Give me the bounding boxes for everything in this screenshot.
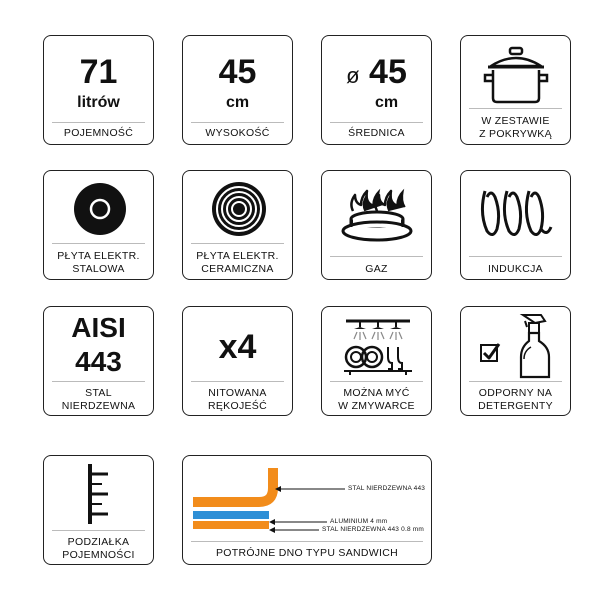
spray-bottle-icon bbox=[517, 311, 557, 381]
divider bbox=[330, 381, 423, 382]
detergent-caption-line2: DETERGENTY bbox=[478, 400, 553, 412]
label-aluminium: ALUMINIUM 4 mm bbox=[330, 518, 388, 525]
gas-tile bbox=[321, 170, 432, 280]
height-unit: cm bbox=[225, 94, 250, 111]
divider bbox=[52, 381, 145, 382]
divider bbox=[469, 108, 562, 109]
induction-coil-icon bbox=[479, 183, 555, 243]
measuring-scale-icon bbox=[84, 462, 114, 526]
capacity-value: 71 bbox=[79, 53, 118, 91]
rivets-caption-line2: RĘKOJEŚĆ bbox=[208, 400, 267, 412]
rivets-tile bbox=[182, 306, 293, 416]
dishwasher-icon bbox=[340, 313, 416, 377]
divider bbox=[191, 243, 284, 244]
label-bottom-steel: STAL NIERDZEWNA 443 0.8 mm bbox=[322, 526, 425, 533]
divider bbox=[52, 243, 145, 244]
capacity-caption: POJEMNOŚĆ bbox=[63, 127, 134, 139]
aisi-caption-line1: STAL bbox=[85, 387, 112, 399]
divider bbox=[52, 530, 145, 531]
dishwasher-tile bbox=[321, 306, 432, 416]
aisi-line2: 443 bbox=[75, 346, 122, 377]
ceramic-plate-caption-line1: PŁYTA ELEKTR. bbox=[196, 250, 279, 262]
ceramic-plate-caption-line2: CERAMICZNA bbox=[201, 263, 274, 275]
scale-tile bbox=[43, 455, 154, 565]
diameter-tile bbox=[321, 35, 432, 145]
lid-caption-line2: Z POKRYWKĄ bbox=[479, 128, 552, 140]
gas-caption: GAZ bbox=[365, 263, 388, 275]
capacity-tile bbox=[43, 35, 154, 145]
ceramic-plate-tile bbox=[182, 170, 293, 280]
gas-burner-icon bbox=[337, 181, 417, 245]
dishwasher-caption-line2: W ZMYWARCE bbox=[338, 400, 415, 412]
height-tile bbox=[182, 35, 293, 145]
divider bbox=[469, 256, 562, 257]
divider bbox=[330, 122, 423, 123]
divider bbox=[330, 256, 423, 257]
rivets-caption-line1: NITOWANA bbox=[208, 387, 267, 399]
lid-tile bbox=[460, 35, 571, 145]
aisi-line1: AISI bbox=[71, 312, 126, 343]
diameter-unit: cm bbox=[374, 94, 399, 111]
diameter-value: 45 bbox=[369, 53, 407, 91]
steel-plate-tile bbox=[43, 170, 154, 280]
diameter-symbol: ø bbox=[346, 63, 360, 88]
divider bbox=[191, 381, 284, 382]
aisi-caption-line2: NIERDZEWNA bbox=[61, 400, 136, 412]
detergent-caption-line1: ODPORNY NA bbox=[478, 387, 553, 399]
arrow-icon bbox=[275, 486, 345, 492]
label-steel: STAL NIERDZEWNA 443 bbox=[348, 485, 426, 492]
divider bbox=[191, 122, 284, 123]
ceramic-hob-icon bbox=[210, 180, 268, 238]
diameter-value-row bbox=[322, 54, 431, 94]
divider bbox=[52, 122, 145, 123]
scale-caption-line2: POJEMNOŚCI bbox=[62, 549, 135, 561]
induction-caption: INDUKCJA bbox=[488, 263, 543, 275]
steel-hotplate-icon bbox=[72, 181, 128, 237]
arrow-icon bbox=[269, 519, 327, 525]
capacity-unit: litrów bbox=[77, 94, 120, 111]
height-caption: WYSOKOŚĆ bbox=[205, 127, 270, 139]
arrow-icon bbox=[269, 527, 319, 533]
rivets-value: x4 bbox=[218, 328, 257, 366]
sandwich-tile bbox=[182, 455, 432, 565]
aisi-tile bbox=[43, 306, 154, 416]
scale-caption-line1: PODZIAŁKA bbox=[67, 536, 130, 548]
steel-plate-caption-line2: STALOWA bbox=[72, 263, 125, 275]
steel-plate-caption-line1: PŁYTA ELEKTR. bbox=[57, 250, 140, 262]
dishwasher-caption-line1: MOŻNA MYĆ bbox=[343, 387, 410, 399]
detergent-tile bbox=[460, 306, 571, 416]
height-value: 45 bbox=[218, 53, 257, 91]
lid-caption-line1: W ZESTAWIE bbox=[481, 115, 550, 127]
divider bbox=[469, 381, 562, 382]
sandwich-caption: POTRÓJNE DNO TYPU SANDWICH bbox=[215, 547, 399, 559]
diameter-caption: ŚREDNICA bbox=[348, 127, 405, 139]
divider bbox=[191, 541, 423, 542]
check-box-icon bbox=[479, 341, 501, 363]
induction-tile bbox=[460, 170, 571, 280]
pot-with-lid-icon bbox=[481, 44, 551, 106]
